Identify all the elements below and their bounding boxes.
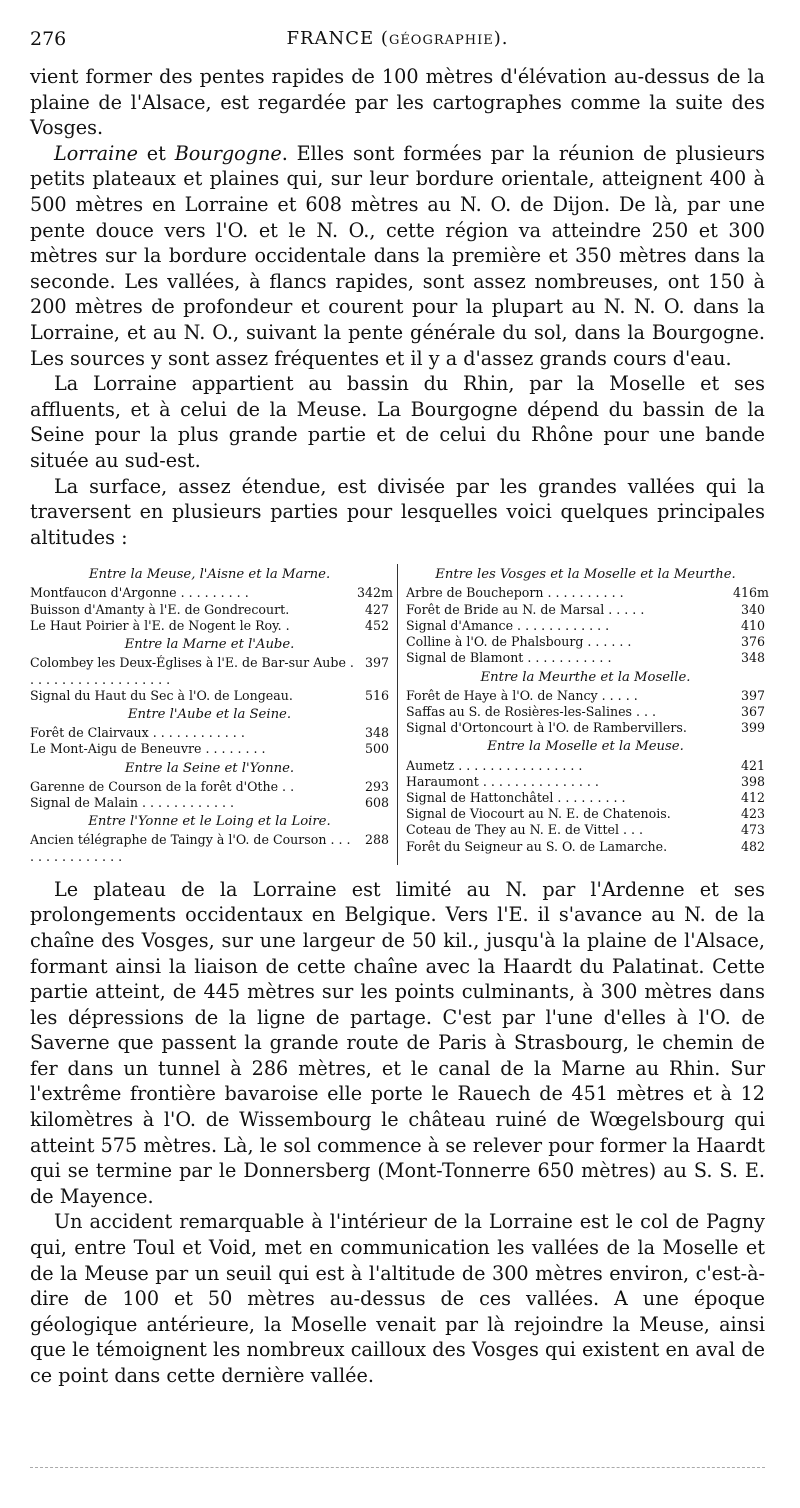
altitude-row <box>406 618 765 634</box>
altitude-value: 412 <box>740 789 765 805</box>
altitude-row <box>406 758 765 774</box>
altitude-row <box>406 806 765 822</box>
paragraph-2-and: et <box>137 141 175 165</box>
altitude-value: 421 <box>740 757 765 773</box>
altitude-value: 348 <box>364 725 389 741</box>
altitude-place: Colombey les Deux-Églises à l'E. de Bar-sur Aube . . . . . . . . . . . . . . . . . . . <box>30 655 354 687</box>
altitude-row <box>406 704 765 720</box>
paragraph-6: Un accident remarquable à l'intérieur de la Lorraine est le col de Pagny qui, entre Toul et Void, met en communication les vallées de la Moselle et de la Meuse par un seuil qui est à l'altitude de 300 mètres environ, c'est-à-dire de 100 et 50 mètres au-dessus de ces vallées. A une époque géologique antérieure, la Moselle venait par là rejoindre la Meuse, ainsi que le témoignent les nombreux cailloux des Vosges qui existent en aval de ce point dans cette dernière vallée. <box>30 1210 765 1388</box>
running-title-sc: GÉOGRAPHIE <box>388 33 494 48</box>
altitude-place: Signal d'Ortoncourt à l'O. de Rambervillers. <box>406 720 687 736</box>
altitude-section-title: Entre l'Yonne et le Loing et la Loire. <box>88 814 331 830</box>
altitude-section-title: Entre la Meuse, l'Aisne et la Marne. <box>88 567 331 583</box>
altitude-place: Forêt de Clairvaux . . . . . . . . . . . . <box>30 725 245 741</box>
altitude-section-title: Entre les Vosges et la Moselle et la Meurthe. <box>435 567 736 583</box>
altitude-row <box>406 634 765 650</box>
altitude-section-title: Entre l'Aube et la Seine. <box>127 706 292 722</box>
altitude-row <box>406 585 769 601</box>
heading-bourgogne: Bourgogne <box>174 141 282 165</box>
altitude-place: Le Haut Poirier à l'E. de Nogent le Roy. . <box>30 617 290 633</box>
altitude-section-title: Entre la Moselle et la Meuse. <box>487 739 684 755</box>
altitude-value: 410 <box>740 617 765 633</box>
running-title-end: ). <box>493 28 509 49</box>
altitude-place: Signal de Hattonchâtel . . . . . . . . . <box>406 789 626 805</box>
altitude-place: Signal d'Amance . . . . . . . . . . . . <box>406 617 610 633</box>
footer-rule <box>30 1467 765 1468</box>
altitudes-right-column <box>398 564 769 864</box>
heading-lorraine: Lorraine <box>54 141 138 165</box>
altitude-value: 473 <box>740 822 765 838</box>
altitude-row <box>406 688 765 704</box>
altitude-place: Le Mont-Aigu de Beneuvre . . . . . . . . <box>30 741 266 757</box>
running-title-main: FRANCE ( <box>286 28 389 49</box>
altitude-section-title: Entre la Seine et l'Yonne. <box>124 760 295 776</box>
paragraph-2-body: . Elles sont formées par la réunion de plusieurs petits plateaux et plaines qui, sur leur bordure orientale, atteignent 400 à 500 mètres en Lorraine et 608 mètres au N. O. de Dijon. De là, par une pente douce vers l'O. et le N. O., cette région va atteindre 250 et 300 mètres sur la bordure occidentale dans la première et 350 mètres dans la seconde. Les vallées, à flancs rapides, sont assez nombreuses, ont 150 à 200 mètres de profondeur et courent pour la plupart au N. N. O. dans la Lorraine, et au N. O., suivant la pente générale du sol, dans la Bourgogne. Les sources y sont assez fréquentes et il y a d'assez grands cours d'eau. <box>30 141 765 370</box>
altitude-place: Signal du Haut du Sec à l'O. de Longeau. <box>30 687 293 703</box>
altitude-place: Buisson d'Amanty à l'E. de Gondrecourt. <box>30 601 290 617</box>
altitude-place: Aumetz . . . . . . . . . . . . . . . . <box>406 757 583 773</box>
altitude-row <box>406 839 765 855</box>
altitude-value: 416m <box>733 585 769 601</box>
altitude-value: 367 <box>740 703 765 719</box>
altitude-place: Signal de Viocourt au N. E. de Chatenois. <box>406 806 671 822</box>
altitude-place: Signal de Blamont . . . . . . . . . . . <box>406 650 612 666</box>
paragraph-3: La Lorraine appartient au bassin du Rhin, par la Moselle et ses affluents, et à celui de la Meuse. La Bourgogne dépend du bassin de la Seine pour la plus grande partie et de celui du Rhône pour une bande située au sud-est. <box>30 372 765 472</box>
page <box>30 28 769 1389</box>
altitude-place: Montfaucon d'Argonne . . . . . . . . . <box>30 585 249 601</box>
altitude-value: 397 <box>364 655 389 671</box>
altitude-row <box>406 650 765 666</box>
altitude-place: Colline à l'O. de Phalsbourg . . . . . . <box>406 634 632 650</box>
running-title <box>30 28 765 49</box>
altitude-place: Forêt de Bride au N. de Marsal . . . . . <box>406 601 645 617</box>
page-number: 276 <box>30 28 67 50</box>
altitude-place: Signal de Malain . . . . . . . . . . . . <box>30 794 235 810</box>
altitude-place: Coteau de They au N. E. de Vittel . . . <box>406 822 644 838</box>
altitude-section-title: Entre la Meurthe et la Moselle. <box>480 669 691 685</box>
altitude-place: Arbre de Boucheporn . . . . . . . . . . <box>406 585 624 601</box>
altitude-value: 340 <box>740 601 765 617</box>
altitude-row <box>30 655 389 687</box>
altitude-value: 423 <box>740 806 765 822</box>
altitude-value: 452 <box>364 617 389 633</box>
altitude-row <box>30 618 389 634</box>
altitude-place: Forêt de Haye à l'O. de Nancy . . . . . <box>406 687 638 703</box>
altitude-place: Garenne de Courson de la forêt d'Othe . . <box>30 778 295 794</box>
altitude-row <box>30 779 389 795</box>
altitude-place: Haraumont . . . . . . . . . . . . . . . <box>406 773 599 789</box>
altitude-row <box>30 795 389 811</box>
altitude-value: 398 <box>740 773 765 789</box>
altitude-row <box>30 602 389 618</box>
altitude-row <box>406 602 765 618</box>
altitude-place: Forêt du Seigneur au S. O. de Lamarche. <box>406 838 668 854</box>
altitude-row <box>406 774 765 790</box>
altitude-value: 348 <box>740 650 765 666</box>
altitude-value: 399 <box>740 720 765 736</box>
altitudes-left-column <box>30 564 398 864</box>
altitude-row <box>406 822 765 838</box>
altitude-place: Ancien télégraphe de Taingy à l'O. de Courson . . . . . . . . . . . . . . . <box>30 832 351 864</box>
altitude-place: Saffas au S. de Rosières-les-Salines . . . <box>406 703 657 719</box>
altitude-value: 293 <box>364 778 389 794</box>
altitude-value: 427 <box>364 601 389 617</box>
altitude-value: 608 <box>364 794 389 810</box>
altitudes-table <box>30 564 769 864</box>
altitude-value: 397 <box>740 687 765 703</box>
page-header <box>30 28 765 64</box>
paragraph-4: La surface, assez étendue, est divisée par les grandes vallées qui la traversent en plusieurs parties pour lesquelles voici quelques principales altitudes : <box>30 474 765 549</box>
altitude-value: 288 <box>364 832 389 848</box>
altitude-value: 376 <box>740 634 765 650</box>
altitude-row <box>406 790 765 806</box>
altitude-row <box>406 720 765 736</box>
altitude-row <box>30 688 389 704</box>
altitude-row <box>30 741 389 757</box>
altitude-row <box>30 585 393 601</box>
paragraph-1: vient former des pentes rapides de 100 mètres d'élévation au-dessus de la plaine de l'Alsace, est regardée par les cartographes comme la suite des Vosges. <box>30 65 765 140</box>
altitude-value: 500 <box>364 741 389 757</box>
altitude-value: 482 <box>740 838 765 854</box>
paragraph-2 <box>30 141 765 371</box>
altitude-value: 516 <box>364 687 389 703</box>
altitude-row <box>30 725 389 741</box>
altitude-section-title: Entre la Marne et l'Aube. <box>124 637 295 653</box>
altitude-value: 342m <box>357 585 393 601</box>
paragraph-5: Le plateau de la Lorraine est limité au N. par l'Ardenne et ses prolongements occidentaux en Belgique. Vers l'E. il s'avance au N. de la chaîne des Vosges, sur une largeur de 50 kil., jusqu'à la plaine de l'Alsace, formant ainsi la liaison de cette chaîne avec la Haardt du Palatinat. Cette partie atteint, de 445 mètres sur les points culminants, à 300 mètres dans les dépressions de la ligne de partage. C'est par l'une d'elles à l'O. de Saverne que passent la grande route de Paris à Strasbourg, le chemin de fer dans un tunnel à 286 mètres, et le canal de la Marne au Rhin. Sur l'extrême frontière bavaroise elle porte le Rauech de 451 mètres et à 12 kilomètres à l'O. de Wissembourg le château ruiné de Wœgelsbourg qui atteint 575 mètres. Là, le sol commence à se relever pour former la Haardt qui se termine par le Donnersberg (Mont-Tonnerre 650 mètres) au S. S. E. de Mayence. <box>30 877 765 1208</box>
altitude-row <box>30 832 389 864</box>
